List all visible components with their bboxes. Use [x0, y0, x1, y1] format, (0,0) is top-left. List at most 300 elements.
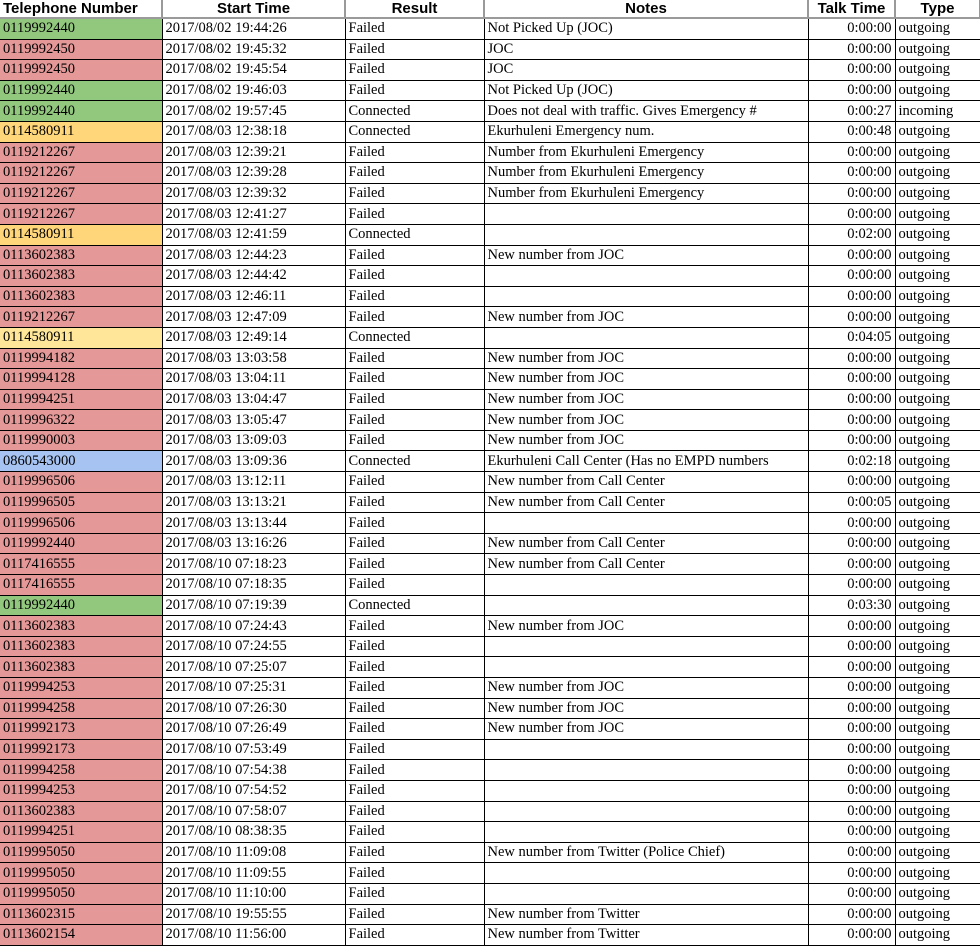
table-row[interactable]: [0, 204, 980, 225]
type-cell[interactable]: outgoing: [895, 348, 980, 369]
table-row[interactable]: [0, 327, 980, 348]
table-row[interactable]: [0, 410, 980, 431]
start-time-cell[interactable]: 2017/08/02 19:45:32: [162, 39, 345, 60]
type-cell[interactable]: outgoing: [895, 533, 980, 554]
notes-cell[interactable]: JOC: [484, 39, 808, 60]
table-row[interactable]: [0, 430, 980, 451]
start-time-cell[interactable]: 2017/08/03 12:39:32: [162, 183, 345, 204]
type-cell[interactable]: outgoing: [895, 863, 980, 884]
result-cell[interactable]: Failed: [345, 883, 484, 904]
result-cell[interactable]: Failed: [345, 183, 484, 204]
telephone-number-cell[interactable]: 0113602383: [0, 286, 162, 307]
talk-time-cell[interactable]: 0:00:00: [808, 286, 895, 307]
result-cell[interactable]: Failed: [345, 780, 484, 801]
table-row[interactable]: [0, 616, 980, 637]
telephone-number-cell[interactable]: 0119994258: [0, 760, 162, 781]
telephone-number-cell[interactable]: 0119994258: [0, 698, 162, 719]
type-cell[interactable]: outgoing: [895, 719, 980, 740]
type-cell[interactable]: outgoing: [895, 183, 980, 204]
talk-time-cell[interactable]: 0:00:00: [808, 842, 895, 863]
telephone-number-cell[interactable]: 0119994251: [0, 389, 162, 410]
talk-time-cell[interactable]: 0:00:00: [808, 204, 895, 225]
result-cell[interactable]: Failed: [345, 60, 484, 81]
talk-time-cell[interactable]: 0:00:00: [808, 863, 895, 884]
table-row[interactable]: [0, 678, 980, 699]
result-cell[interactable]: Failed: [345, 842, 484, 863]
start-time-cell[interactable]: 2017/08/10 11:56:00: [162, 925, 345, 946]
notes-cell[interactable]: New number from JOC: [484, 698, 808, 719]
result-cell[interactable]: Failed: [345, 760, 484, 781]
type-cell[interactable]: outgoing: [895, 925, 980, 946]
talk-time-cell[interactable]: 0:00:00: [808, 780, 895, 801]
notes-cell[interactable]: Ekurhuleni Call Center (Has no EMPD numbers: [484, 451, 808, 472]
start-time-cell[interactable]: 2017/08/03 12:49:14: [162, 327, 345, 348]
table-row[interactable]: [0, 883, 980, 904]
result-cell[interactable]: Failed: [345, 266, 484, 287]
type-cell[interactable]: outgoing: [895, 595, 980, 616]
telephone-number-cell[interactable]: 0119996506: [0, 513, 162, 534]
talk-time-cell[interactable]: 0:00:00: [808, 472, 895, 493]
start-time-cell[interactable]: 2017/08/02 19:45:54: [162, 60, 345, 81]
start-time-cell[interactable]: 2017/08/02 19:46:03: [162, 80, 345, 101]
telephone-number-cell[interactable]: 0119995050: [0, 863, 162, 884]
result-cell[interactable]: Failed: [345, 389, 484, 410]
column-header-start-time[interactable]: Start Time: [162, 0, 345, 18]
notes-cell[interactable]: Not Picked Up (JOC): [484, 80, 808, 101]
result-cell[interactable]: Failed: [345, 719, 484, 740]
result-cell[interactable]: Failed: [345, 698, 484, 719]
result-cell[interactable]: Failed: [345, 925, 484, 946]
start-time-cell[interactable]: 2017/08/10 11:09:55: [162, 863, 345, 884]
notes-cell[interactable]: Number from Ekurhuleni Emergency: [484, 183, 808, 204]
type-cell[interactable]: outgoing: [895, 678, 980, 699]
talk-time-cell[interactable]: 0:00:00: [808, 142, 895, 163]
start-time-cell[interactable]: 2017/08/10 19:55:55: [162, 904, 345, 925]
result-cell[interactable]: Failed: [345, 636, 484, 657]
notes-cell[interactable]: New number from JOC: [484, 389, 808, 410]
notes-cell[interactable]: New number from Twitter: [484, 925, 808, 946]
talk-time-cell[interactable]: 0:00:00: [808, 80, 895, 101]
telephone-number-cell[interactable]: 0113602315: [0, 904, 162, 925]
notes-cell[interactable]: Number from Ekurhuleni Emergency: [484, 163, 808, 184]
notes-cell[interactable]: New number from JOC: [484, 616, 808, 637]
table-row[interactable]: [0, 39, 980, 60]
start-time-cell[interactable]: 2017/08/03 13:09:36: [162, 451, 345, 472]
telephone-number-cell[interactable]: 0119212267: [0, 163, 162, 184]
telephone-number-cell[interactable]: 0119994253: [0, 678, 162, 699]
result-cell[interactable]: Failed: [345, 533, 484, 554]
notes-cell[interactable]: [484, 863, 808, 884]
table-row[interactable]: [0, 533, 980, 554]
type-cell[interactable]: outgoing: [895, 327, 980, 348]
telephone-number-cell[interactable]: 0119992173: [0, 739, 162, 760]
type-cell[interactable]: outgoing: [895, 80, 980, 101]
table-row[interactable]: [0, 18, 980, 39]
start-time-cell[interactable]: 2017/08/10 08:38:35: [162, 822, 345, 843]
talk-time-cell[interactable]: 0:00:00: [808, 822, 895, 843]
type-cell[interactable]: outgoing: [895, 18, 980, 39]
telephone-number-cell[interactable]: 0119994253: [0, 780, 162, 801]
notes-cell[interactable]: [484, 760, 808, 781]
notes-cell[interactable]: Not Picked Up (JOC): [484, 18, 808, 39]
talk-time-cell[interactable]: 0:00:00: [808, 513, 895, 534]
notes-cell[interactable]: [484, 204, 808, 225]
notes-cell[interactable]: [484, 657, 808, 678]
telephone-number-cell[interactable]: 0114580911: [0, 327, 162, 348]
notes-cell[interactable]: New number from Call Center: [484, 554, 808, 575]
notes-cell[interactable]: [484, 327, 808, 348]
table-row[interactable]: [0, 451, 980, 472]
notes-cell[interactable]: New number from Twitter (Police Chief): [484, 842, 808, 863]
type-cell[interactable]: outgoing: [895, 121, 980, 142]
telephone-number-cell[interactable]: 0113602383: [0, 245, 162, 266]
notes-cell[interactable]: JOC: [484, 60, 808, 81]
result-cell[interactable]: Failed: [345, 18, 484, 39]
start-time-cell[interactable]: 2017/08/10 07:26:30: [162, 698, 345, 719]
telephone-number-cell[interactable]: 0119996505: [0, 492, 162, 513]
talk-time-cell[interactable]: 0:00:00: [808, 636, 895, 657]
notes-cell[interactable]: [484, 780, 808, 801]
table-row[interactable]: [0, 780, 980, 801]
start-time-cell[interactable]: 2017/08/03 13:03:58: [162, 348, 345, 369]
type-cell[interactable]: outgoing: [895, 224, 980, 245]
notes-cell[interactable]: New number from JOC: [484, 678, 808, 699]
result-cell[interactable]: Failed: [345, 39, 484, 60]
result-cell[interactable]: Connected: [345, 224, 484, 245]
result-cell[interactable]: Failed: [345, 657, 484, 678]
notes-cell[interactable]: New number from JOC: [484, 410, 808, 431]
talk-time-cell[interactable]: 0:00:00: [808, 657, 895, 678]
start-time-cell[interactable]: 2017/08/10 07:19:39: [162, 595, 345, 616]
type-cell[interactable]: outgoing: [895, 286, 980, 307]
talk-time-cell[interactable]: 0:00:00: [808, 245, 895, 266]
result-cell[interactable]: Failed: [345, 348, 484, 369]
table-row[interactable]: [0, 842, 980, 863]
notes-cell[interactable]: New number from Call Center: [484, 472, 808, 493]
type-cell[interactable]: outgoing: [895, 60, 980, 81]
start-time-cell[interactable]: 2017/08/03 12:39:21: [162, 142, 345, 163]
start-time-cell[interactable]: 2017/08/03 12:41:59: [162, 224, 345, 245]
column-header-notes[interactable]: Notes: [484, 0, 808, 18]
result-cell[interactable]: Failed: [345, 739, 484, 760]
table-row[interactable]: [0, 60, 980, 81]
type-cell[interactable]: outgoing: [895, 636, 980, 657]
result-cell[interactable]: Failed: [345, 616, 484, 637]
start-time-cell[interactable]: 2017/08/03 12:39:28: [162, 163, 345, 184]
table-row[interactable]: [0, 80, 980, 101]
result-cell[interactable]: Failed: [345, 575, 484, 596]
notes-cell[interactable]: [484, 224, 808, 245]
column-header-talk-time[interactable]: Talk Time: [808, 0, 895, 18]
result-cell[interactable]: Failed: [345, 163, 484, 184]
talk-time-cell[interactable]: 0:00:00: [808, 760, 895, 781]
result-cell[interactable]: Connected: [345, 451, 484, 472]
table-row[interactable]: [0, 554, 980, 575]
type-cell[interactable]: outgoing: [895, 472, 980, 493]
telephone-number-cell[interactable]: 0113602383: [0, 266, 162, 287]
start-time-cell[interactable]: 2017/08/10 07:18:35: [162, 575, 345, 596]
start-time-cell[interactable]: 2017/08/03 12:47:09: [162, 307, 345, 328]
table-row[interactable]: [0, 801, 980, 822]
talk-time-cell[interactable]: 0:00:27: [808, 101, 895, 122]
type-cell[interactable]: outgoing: [895, 410, 980, 431]
telephone-number-cell[interactable]: 0113602383: [0, 801, 162, 822]
notes-cell[interactable]: [484, 286, 808, 307]
type-cell[interactable]: outgoing: [895, 163, 980, 184]
type-cell[interactable]: outgoing: [895, 430, 980, 451]
table-row[interactable]: [0, 760, 980, 781]
telephone-number-cell[interactable]: 0119996506: [0, 472, 162, 493]
table-row[interactable]: [0, 163, 980, 184]
start-time-cell[interactable]: 2017/08/03 12:41:27: [162, 204, 345, 225]
start-time-cell[interactable]: 2017/08/10 07:26:49: [162, 719, 345, 740]
telephone-number-cell[interactable]: 0119996322: [0, 410, 162, 431]
talk-time-cell[interactable]: 0:00:00: [808, 183, 895, 204]
type-cell[interactable]: outgoing: [895, 513, 980, 534]
table-row[interactable]: [0, 719, 980, 740]
result-cell[interactable]: Failed: [345, 904, 484, 925]
talk-time-cell[interactable]: 0:00:00: [808, 266, 895, 287]
start-time-cell[interactable]: 2017/08/10 07:54:52: [162, 780, 345, 801]
result-cell[interactable]: Failed: [345, 863, 484, 884]
talk-time-cell[interactable]: 0:00:00: [808, 719, 895, 740]
type-cell[interactable]: outgoing: [895, 307, 980, 328]
type-cell[interactable]: outgoing: [895, 801, 980, 822]
type-cell[interactable]: outgoing: [895, 842, 980, 863]
type-cell[interactable]: outgoing: [895, 698, 980, 719]
telephone-number-cell[interactable]: 0119212267: [0, 307, 162, 328]
talk-time-cell[interactable]: 0:02:18: [808, 451, 895, 472]
result-cell[interactable]: Failed: [345, 307, 484, 328]
talk-time-cell[interactable]: 0:02:00: [808, 224, 895, 245]
table-row[interactable]: [0, 286, 980, 307]
result-cell[interactable]: Failed: [345, 801, 484, 822]
telephone-number-cell[interactable]: 0117416555: [0, 575, 162, 596]
notes-cell[interactable]: [484, 595, 808, 616]
notes-cell[interactable]: New number from Twitter: [484, 904, 808, 925]
type-cell[interactable]: outgoing: [895, 822, 980, 843]
type-cell[interactable]: outgoing: [895, 739, 980, 760]
talk-time-cell[interactable]: 0:04:05: [808, 327, 895, 348]
notes-cell[interactable]: New number from JOC: [484, 245, 808, 266]
talk-time-cell[interactable]: 0:00:00: [808, 925, 895, 946]
result-cell[interactable]: Failed: [345, 410, 484, 431]
table-row[interactable]: [0, 369, 980, 390]
telephone-number-cell[interactable]: 0119212267: [0, 183, 162, 204]
talk-time-cell[interactable]: 0:00:05: [808, 492, 895, 513]
type-cell[interactable]: outgoing: [895, 142, 980, 163]
type-cell[interactable]: outgoing: [895, 451, 980, 472]
start-time-cell[interactable]: 2017/08/10 07:58:07: [162, 801, 345, 822]
table-row[interactable]: [0, 224, 980, 245]
telephone-number-cell[interactable]: 0119995050: [0, 842, 162, 863]
table-row[interactable]: [0, 739, 980, 760]
talk-time-cell[interactable]: 0:00:00: [808, 678, 895, 699]
telephone-number-cell[interactable]: 0119990003: [0, 430, 162, 451]
telephone-number-cell[interactable]: 0113602383: [0, 616, 162, 637]
talk-time-cell[interactable]: 0:00:00: [808, 883, 895, 904]
notes-cell[interactable]: [484, 883, 808, 904]
start-time-cell[interactable]: 2017/08/03 12:38:18: [162, 121, 345, 142]
table-row[interactable]: [0, 698, 980, 719]
start-time-cell[interactable]: 2017/08/03 12:44:23: [162, 245, 345, 266]
table-row[interactable]: [0, 245, 980, 266]
telephone-number-cell[interactable]: 0119995050: [0, 883, 162, 904]
talk-time-cell[interactable]: 0:00:00: [808, 348, 895, 369]
telephone-number-cell[interactable]: 0119992440: [0, 533, 162, 554]
result-cell[interactable]: Connected: [345, 327, 484, 348]
result-cell[interactable]: Failed: [345, 245, 484, 266]
notes-cell[interactable]: [484, 575, 808, 596]
type-cell[interactable]: outgoing: [895, 245, 980, 266]
table-row[interactable]: [0, 101, 980, 122]
talk-time-cell[interactable]: 0:00:00: [808, 904, 895, 925]
notes-cell[interactable]: New number from JOC: [484, 719, 808, 740]
notes-cell[interactable]: New number from JOC: [484, 369, 808, 390]
talk-time-cell[interactable]: 0:00:00: [808, 616, 895, 637]
result-cell[interactable]: Failed: [345, 492, 484, 513]
result-cell[interactable]: Failed: [345, 204, 484, 225]
talk-time-cell[interactable]: 0:00:48: [808, 121, 895, 142]
start-time-cell[interactable]: 2017/08/03 12:44:42: [162, 266, 345, 287]
talk-time-cell[interactable]: 0:00:00: [808, 389, 895, 410]
column-header-telephone-number[interactable]: Telephone Number: [0, 0, 162, 18]
table-row[interactable]: [0, 636, 980, 657]
type-cell[interactable]: outgoing: [895, 389, 980, 410]
type-cell[interactable]: outgoing: [895, 369, 980, 390]
notes-cell[interactable]: New number from JOC: [484, 307, 808, 328]
type-cell[interactable]: outgoing: [895, 780, 980, 801]
telephone-number-cell[interactable]: 0119992450: [0, 39, 162, 60]
notes-cell[interactable]: [484, 801, 808, 822]
type-cell[interactable]: outgoing: [895, 492, 980, 513]
notes-cell[interactable]: [484, 739, 808, 760]
result-cell[interactable]: Failed: [345, 472, 484, 493]
start-time-cell[interactable]: 2017/08/03 13:13:21: [162, 492, 345, 513]
notes-cell[interactable]: [484, 636, 808, 657]
start-time-cell[interactable]: 2017/08/10 07:25:07: [162, 657, 345, 678]
telephone-number-cell[interactable]: 0113602383: [0, 657, 162, 678]
talk-time-cell[interactable]: 0:00:00: [808, 410, 895, 431]
table-row[interactable]: [0, 657, 980, 678]
telephone-number-cell[interactable]: 0117416555: [0, 554, 162, 575]
result-cell[interactable]: Failed: [345, 80, 484, 101]
type-cell[interactable]: outgoing: [895, 204, 980, 225]
result-cell[interactable]: Connected: [345, 121, 484, 142]
talk-time-cell[interactable]: 0:00:00: [808, 430, 895, 451]
table-row[interactable]: [0, 472, 980, 493]
notes-cell[interactable]: New number from Call Center: [484, 492, 808, 513]
talk-time-cell[interactable]: 0:00:00: [808, 18, 895, 39]
type-cell[interactable]: outgoing: [895, 616, 980, 637]
talk-time-cell[interactable]: 0:03:30: [808, 595, 895, 616]
start-time-cell[interactable]: 2017/08/03 13:09:03: [162, 430, 345, 451]
notes-cell[interactable]: Ekurhuleni Emergency num.: [484, 121, 808, 142]
table-row[interactable]: [0, 492, 980, 513]
talk-time-cell[interactable]: 0:00:00: [808, 369, 895, 390]
type-cell[interactable]: outgoing: [895, 657, 980, 678]
table-row[interactable]: [0, 266, 980, 287]
start-time-cell[interactable]: 2017/08/10 11:09:08: [162, 842, 345, 863]
type-cell[interactable]: outgoing: [895, 266, 980, 287]
talk-time-cell[interactable]: 0:00:00: [808, 60, 895, 81]
telephone-number-cell[interactable]: 0119992440: [0, 18, 162, 39]
start-time-cell[interactable]: 2017/08/10 07:53:49: [162, 739, 345, 760]
notes-cell[interactable]: [484, 513, 808, 534]
telephone-number-cell[interactable]: 0113602383: [0, 636, 162, 657]
talk-time-cell[interactable]: 0:00:00: [808, 739, 895, 760]
table-row[interactable]: [0, 389, 980, 410]
telephone-number-cell[interactable]: 0119992440: [0, 595, 162, 616]
talk-time-cell[interactable]: 0:00:00: [808, 163, 895, 184]
start-time-cell[interactable]: 2017/08/03 13:16:26: [162, 533, 345, 554]
notes-cell[interactable]: Does not deal with traffic. Gives Emergency #: [484, 101, 808, 122]
telephone-number-cell[interactable]: 0119992450: [0, 60, 162, 81]
start-time-cell[interactable]: 2017/08/03 12:46:11: [162, 286, 345, 307]
table-row[interactable]: [0, 121, 980, 142]
result-cell[interactable]: Failed: [345, 554, 484, 575]
type-cell[interactable]: outgoing: [895, 554, 980, 575]
telephone-number-cell[interactable]: 0114580911: [0, 121, 162, 142]
start-time-cell[interactable]: 2017/08/02 19:44:26: [162, 18, 345, 39]
telephone-number-cell[interactable]: 0119992173: [0, 719, 162, 740]
talk-time-cell[interactable]: 0:00:00: [808, 533, 895, 554]
result-cell[interactable]: Connected: [345, 101, 484, 122]
telephone-number-cell[interactable]: 0119994251: [0, 822, 162, 843]
telephone-number-cell[interactable]: 0860543000: [0, 451, 162, 472]
start-time-cell[interactable]: 2017/08/03 13:12:11: [162, 472, 345, 493]
telephone-number-cell[interactable]: 0119994128: [0, 369, 162, 390]
type-cell[interactable]: outgoing: [895, 575, 980, 596]
table-row[interactable]: [0, 575, 980, 596]
start-time-cell[interactable]: 2017/08/03 13:04:11: [162, 369, 345, 390]
type-cell[interactable]: incoming: [895, 101, 980, 122]
notes-cell[interactable]: New number from JOC: [484, 430, 808, 451]
result-cell[interactable]: Failed: [345, 369, 484, 390]
start-time-cell[interactable]: 2017/08/10 07:24:55: [162, 636, 345, 657]
start-time-cell[interactable]: 2017/08/03 13:13:44: [162, 513, 345, 534]
table-row[interactable]: [0, 595, 980, 616]
telephone-number-cell[interactable]: 0113602154: [0, 925, 162, 946]
talk-time-cell[interactable]: 0:00:00: [808, 801, 895, 822]
table-row[interactable]: [0, 822, 980, 843]
start-time-cell[interactable]: 2017/08/02 19:57:45: [162, 101, 345, 122]
type-cell[interactable]: outgoing: [895, 39, 980, 60]
telephone-number-cell[interactable]: 0114580911: [0, 224, 162, 245]
notes-cell[interactable]: New number from Call Center: [484, 533, 808, 554]
result-cell[interactable]: Failed: [345, 142, 484, 163]
talk-time-cell[interactable]: 0:00:00: [808, 39, 895, 60]
table-row[interactable]: [0, 513, 980, 534]
talk-time-cell[interactable]: 0:00:00: [808, 307, 895, 328]
result-cell[interactable]: Failed: [345, 286, 484, 307]
result-cell[interactable]: Failed: [345, 430, 484, 451]
type-cell[interactable]: outgoing: [895, 760, 980, 781]
start-time-cell[interactable]: 2017/08/10 07:25:31: [162, 678, 345, 699]
talk-time-cell[interactable]: 0:00:00: [808, 698, 895, 719]
table-row[interactable]: [0, 925, 980, 946]
start-time-cell[interactable]: 2017/08/03 13:05:47: [162, 410, 345, 431]
notes-cell[interactable]: [484, 266, 808, 287]
talk-time-cell[interactable]: 0:00:00: [808, 575, 895, 596]
column-header-result[interactable]: Result: [345, 0, 484, 18]
type-cell[interactable]: outgoing: [895, 883, 980, 904]
result-cell[interactable]: Failed: [345, 513, 484, 534]
type-cell[interactable]: outgoing: [895, 904, 980, 925]
telephone-number-cell[interactable]: 0119212267: [0, 204, 162, 225]
start-time-cell[interactable]: 2017/08/10 07:54:38: [162, 760, 345, 781]
table-row[interactable]: [0, 863, 980, 884]
